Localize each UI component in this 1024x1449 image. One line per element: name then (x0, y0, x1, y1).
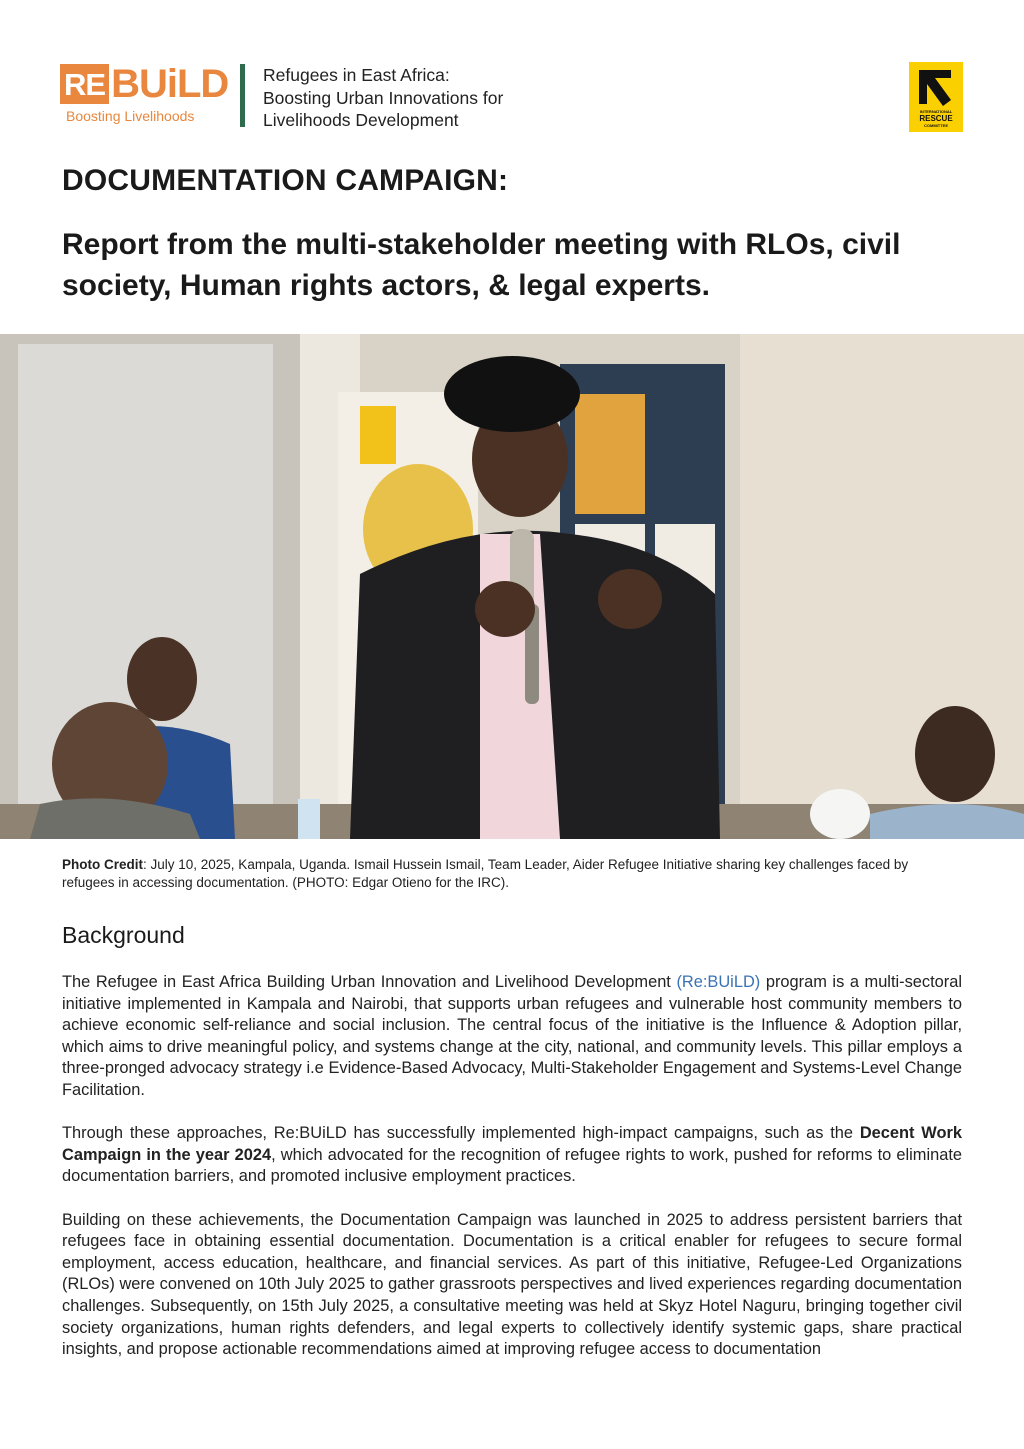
background-body (62, 972, 962, 1382)
paragraph-text: Through these approaches, Re:BUiLD has successfully implemented high-impact campaigns, such as the (62, 1124, 860, 1143)
program-line: Livelihoods Development (263, 110, 459, 130)
rebuild-link[interactable]: (Re:BUiLD) (676, 973, 761, 991)
program-line: Boosting Urban Innovations for (263, 87, 504, 108)
logo-re-text: RE (60, 64, 109, 104)
rebuild-logo (60, 62, 229, 124)
page-subtitle: Report from the multi-stakeholder meeting with RLOs, civil society, Human rights actors, & legal experts. (62, 228, 901, 302)
paragraph-text: program is a multi-sectoral initiative implemented in Kampala and Nairobi, that supports urban refugees and vulnerable host community members to achieve economic self-reliance and social inclusion. The central focus of the initiative is the Influence & Adoption pillar, which aims to drive meaningful policy, and systems change at the city, national, and community levels. This pillar employs a three-pronged advocacy strategy i.e Evidence-Based Advocacy, Multi-Stakeholder Engagement and Systems-Level Change Facilitation. (62, 973, 962, 1099)
decent-work-campaign-text: Decent Work Campaign in the year 2024 (62, 1124, 962, 1164)
paragraph-text: , which advocated for the recognition of refugee rights to work, pushed for reforms to eliminate documentation barriers, and promoted inclusive employment practices. (62, 1145, 963, 1186)
irc-logo (909, 62, 963, 132)
program-name (263, 64, 503, 132)
logo-tagline: Boosting Livelihoods (66, 108, 195, 124)
header-divider (240, 64, 245, 127)
paragraph-text: The Refugee in East Africa Building Urban Innovation and Livelihood Development (62, 973, 677, 991)
irc-line2: RESCUE (919, 114, 953, 123)
page-title: DOCUMENTATION CAMPAIGN: (62, 164, 509, 197)
caption-label: Photo Credit (62, 857, 143, 872)
page-header (0, 0, 1024, 150)
paragraph (62, 1123, 962, 1188)
section-heading-background: Background (62, 922, 185, 948)
paragraph: Building on these achievements, the Documentation Campaign was launched in 2025 to address persistent barriers that refugees face in obtaining essential documentation. Documentation is a critical enabler for refugees to secure formal employment, access education, healthcare, and financial services. As part of this initiative, Refugee-Led Organizations (RLOs) were convened on 10th July 2025 to gather grassroots perspectives and lived experiences regarding documentation challenges. Subsequently, on 15th July 2025, a consultative meeting was held at Skyz Hotel Naguru, bringing together civil society organizations, human rights defenders, and legal experts to collectively identify systemic gaps, share practical insights, and propose actionable recommendations aimed at improving refugee access to documentation (62, 1210, 962, 1359)
irc-line3: COMMITTEE (924, 123, 948, 128)
irc-line1: INTERNATIONAL (919, 109, 953, 114)
caption-text: : July 10, 2025, Kampala, Uganda. Ismail Hussein Ismail, Team Leader, Aider Refugee Initiative sharing key challenges faced by refugees in accessing documentation. (PHOTO: Edgar Otieno for the IRC). (62, 857, 909, 890)
event-photo (0, 334, 1024, 839)
logo-build-text: BUiLD (111, 62, 229, 106)
paragraph (62, 972, 962, 1102)
speaker-photo-illustration (0, 334, 1024, 839)
photo-caption (62, 856, 962, 891)
program-line: Refugees in East Africa: (263, 65, 450, 85)
